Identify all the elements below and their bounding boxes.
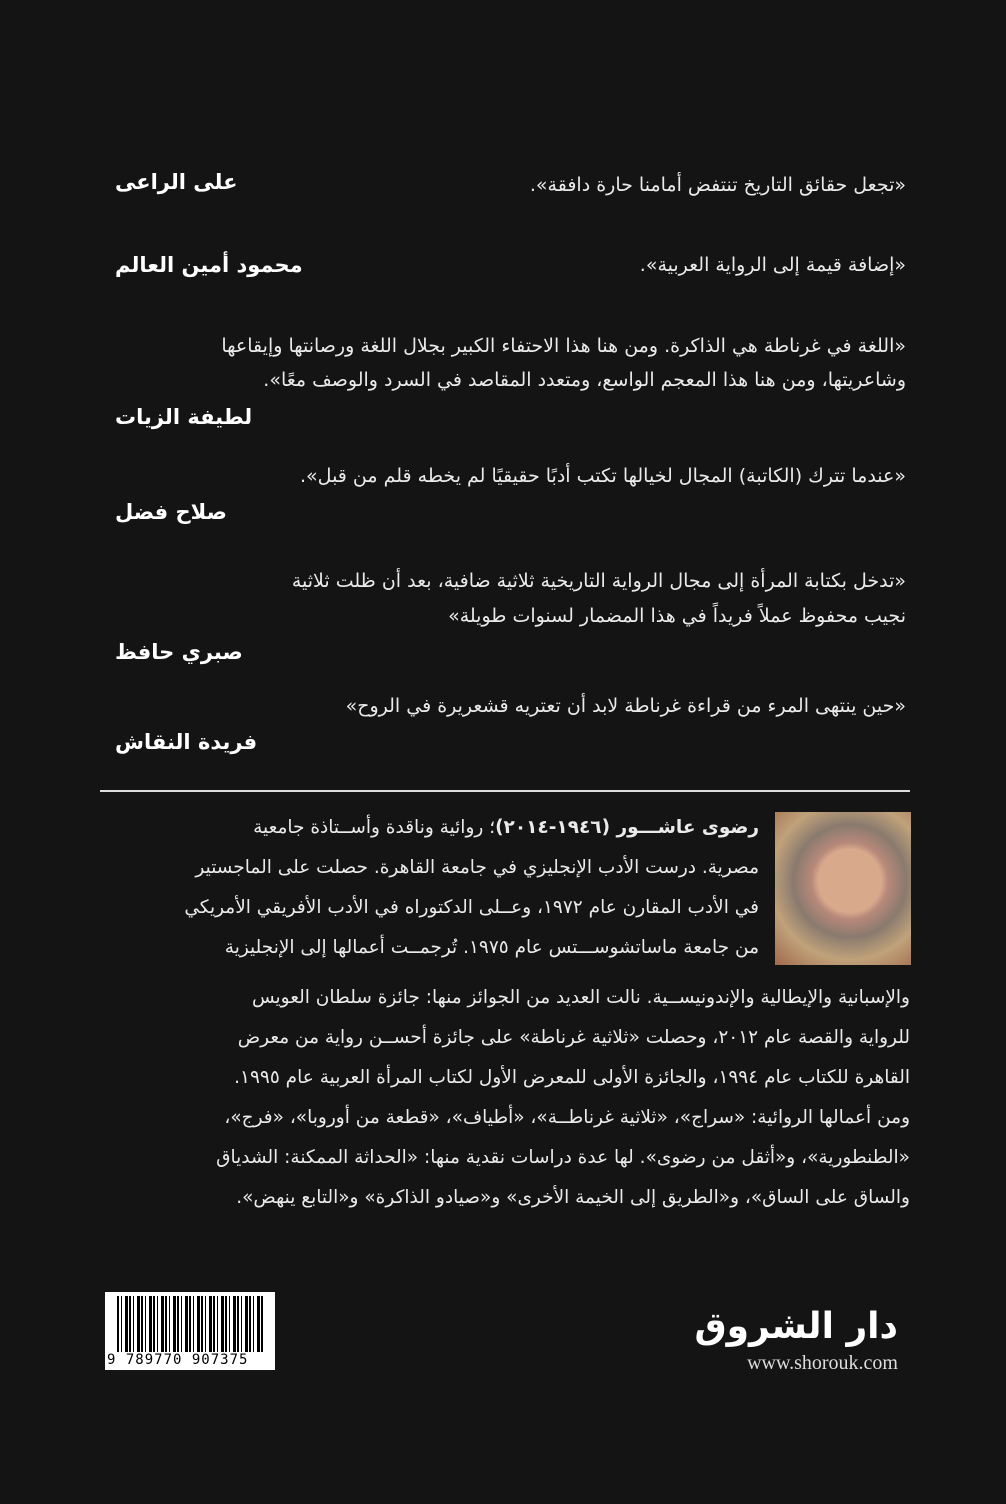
- quote-3-line-2: وشاعريتها، ومن هنا هذا المعجم الواسع، ومتعدد المقاصد في السرد والوصف معًا».: [263, 369, 906, 391]
- bio-line-4: من جامعة ماساتشوســـتس عام ١٩٧٥. تُرجمــت أعمالها إلى الإنجليزية: [224, 937, 759, 958]
- divider: [100, 790, 910, 792]
- publisher-url: www.shorouk.com: [747, 1352, 898, 1374]
- quote-2: «إضافة قيمة إلى الرواية العربية».: [639, 254, 906, 276]
- quote-1-author: على الراعى: [115, 170, 238, 194]
- isbn-number: 9 789770 907375: [107, 1352, 249, 1368]
- quote-5-author: صبري حافظ: [115, 640, 243, 664]
- quote-4: «عندما تترك (الكاتبة) المجال لخيالها تكتب أدبًا حقيقيًا لم يخطه قلم من قبل».: [300, 465, 906, 487]
- bio-line-7: القاهرة للكتاب عام ١٩٩٤، والجائزة الأولى للمعرض الأول لكتاب المرأة العربية عام ١٩٩٥.: [234, 1067, 910, 1088]
- quote-6-author: فريدة النقاش: [115, 730, 258, 754]
- quote-5-line-1: «تدخل بكتابة المرأة إلى مجال الرواية التاريخية ثلاثية ضافية، بعد أن ظلت ثلاثية: [291, 570, 906, 592]
- bio-line-5: والإسبانية والإيطالية والإندونيســية. نالت العديد من الجوائز منها: جائزة سلطان العويس: [251, 987, 910, 1008]
- bio-line-2: مصرية. درست الأدب الإنجليزي في جامعة القاهرة. حصلت على الماجستير: [195, 857, 759, 878]
- bio-line-1: [253, 808, 759, 848]
- bio-line-9: «الطنطورية»، و«أثقل من رضوى». لها عدة دراسات نقدية منها: «الحداثة الممكنة: الشدياق: [216, 1147, 910, 1168]
- quote-4-author: صلاح فضل: [115, 500, 227, 524]
- quote-1: «تجعل حقائق التاريخ تنتفض أمامنا حارة دافقة».: [529, 174, 906, 196]
- quote-3-line-1: «اللغة في غرناطة هي الذاكرة. ومن هنا هذا الاحتفاء الكبير بجلال اللغة ورصانتها وإيقاعها: [221, 335, 906, 357]
- author-name: رضوى عاشـــور (١٩٤٦-٢٠١٤): [495, 817, 759, 838]
- isbn-barcode: [105, 1292, 275, 1370]
- quote-6: «حين ينتهى المرء من قراءة غرناطة لابد أن تعتريه قشعريرة في الروح»: [345, 695, 906, 717]
- quote-5-line-2: نجيب محفوظ عملاً فريداً في هذا المضمار لسنوات طويلة»: [448, 605, 906, 627]
- quote-2-author: محمود أمين العالم: [115, 253, 303, 277]
- author-photo: [775, 812, 911, 965]
- bio-text: ؛ روائية وناقدة وأســتاذة جامعية: [253, 817, 496, 838]
- bio-line-3: في الأدب المقارن عام ١٩٧٢، وعــلى الدكتوراه في الأدب الأفريقي الأمريكي: [184, 897, 759, 918]
- bio-line-6: للرواية والقصة عام ٢٠١٢، وحصلت «ثلاثية غرناطة» على جائزة أحســن رواية من معرض: [237, 1027, 910, 1048]
- bio-line-8: ومن أعمالها الروائية: «سراج»، «ثلاثية غرناطــة»، «أطياف»، «قطعة من أوروبا»، «فرج»،: [224, 1107, 910, 1128]
- publisher-logo: دار الشروق: [694, 1306, 898, 1347]
- bio-line-10: والساق على الساق»، و«الطريق إلى الخيمة الأخرى» و«صيادو الذاكرة» و«التابع ينهض».: [236, 1187, 910, 1208]
- quote-3-author: لطيفة الزيات: [115, 405, 253, 429]
- barcode-bars: [117, 1296, 263, 1352]
